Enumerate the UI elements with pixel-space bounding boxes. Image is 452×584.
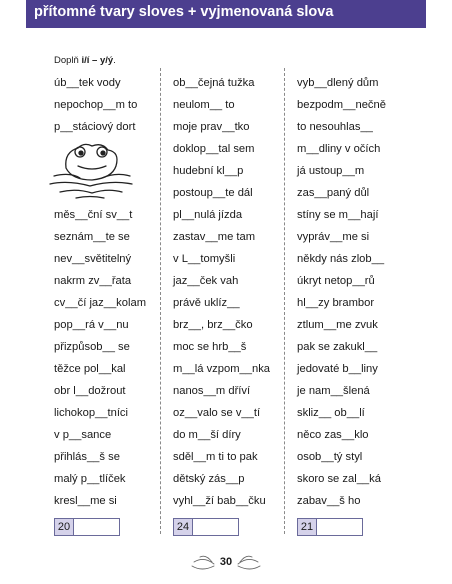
exercise-item[interactable]: pl__nulá jízda xyxy=(173,209,243,221)
exercise-item[interactable]: to nesouhlas__ xyxy=(297,121,373,133)
exercise-item[interactable]: je nam__šlená xyxy=(297,385,370,397)
exercise-item[interactable]: hudební kl__p xyxy=(173,165,244,177)
exercise-item[interactable]: neulom__ to xyxy=(173,99,235,111)
score-input[interactable] xyxy=(317,519,362,535)
score-box xyxy=(54,518,120,536)
exercise-item[interactable]: zas__paný důl xyxy=(297,187,370,199)
exercise-column-right xyxy=(297,72,386,512)
exercise-item[interactable]: dětský zás__p xyxy=(173,473,245,485)
exercise-item[interactable]: právě uklíz__ xyxy=(173,297,240,309)
exercise-item[interactable]: kresl__me si xyxy=(54,495,117,507)
instruction-options: i/í – y/ý xyxy=(81,55,114,66)
exercise-item[interactable]: zabav__š ho xyxy=(297,495,361,507)
exercise-item[interactable]: nev__světitelný xyxy=(54,253,132,265)
exercise-item[interactable]: pak se zakukl__ xyxy=(297,341,378,353)
score-box xyxy=(297,518,363,536)
instruction-prefix: Doplň xyxy=(54,55,82,66)
exercise-item[interactable]: něco zas__klo xyxy=(297,429,369,441)
exercise-item[interactable]: úkryt netop__rů xyxy=(297,275,375,287)
exercise-item[interactable]: lichokop__tníci xyxy=(54,407,129,419)
exercise-item[interactable]: hl__zy brambor xyxy=(297,297,375,309)
exercise-item[interactable]: měs__ční sv__t xyxy=(54,209,133,221)
column-divider xyxy=(284,68,285,534)
exercise-item[interactable]: seznám__te se xyxy=(54,231,130,243)
score-total: 24 xyxy=(174,519,193,535)
exercise-item[interactable]: zastav__me tam xyxy=(173,231,256,243)
exercise-item[interactable]: p__stáciový dort xyxy=(54,121,136,133)
exercise-item[interactable]: já ustoup__m xyxy=(297,165,365,177)
instruction xyxy=(54,55,116,66)
exercise-item[interactable]: nepochop__m to xyxy=(54,99,138,111)
exercise-item[interactable]: postoup__te dál xyxy=(173,187,253,199)
exercise-item[interactable]: skoro se zal__ká xyxy=(297,473,381,485)
exercise-item[interactable]: moc se hrb__š xyxy=(173,341,247,353)
title-bar xyxy=(26,0,426,28)
exercise-item[interactable]: obr l__dožrout xyxy=(54,385,126,397)
exercise-item[interactable]: ob__čejná tužka xyxy=(173,77,255,89)
score-box xyxy=(173,518,239,536)
exercise-item[interactable]: oz__valo se v__tí xyxy=(173,407,261,419)
exercise-item[interactable]: vypráv__me si xyxy=(297,231,370,243)
frog-illustration xyxy=(46,138,134,200)
page-number-ornament xyxy=(188,553,264,575)
exercise-item[interactable]: bezpodm__nečně xyxy=(297,99,386,111)
exercise-item[interactable]: m__lá vzpom__nka xyxy=(173,363,271,375)
exercise-item[interactable]: úb__tek vody xyxy=(54,77,121,89)
exercise-item[interactable]: stíny se m__hají xyxy=(297,209,379,221)
score-total: 21 xyxy=(298,519,317,535)
column-divider xyxy=(160,68,161,534)
exercise-item[interactable]: jedovaté b__liny xyxy=(297,363,378,375)
exercise-item[interactable]: moje prav__tko xyxy=(173,121,250,133)
exercise-item[interactable]: vyhl__ží bab__čku xyxy=(173,495,266,507)
page-title: přítomné tvary sloves + vyjmenovaná slova xyxy=(34,4,334,20)
exercise-item[interactable]: malý p__tlíček xyxy=(54,473,126,485)
exercise-item[interactable]: do m__ší díry xyxy=(173,429,241,441)
exercise-item[interactable]: osob__tý styl xyxy=(297,451,363,463)
exercise-item[interactable]: nanos__m dříví xyxy=(173,385,251,397)
exercise-item[interactable]: m__dliny v očích xyxy=(297,143,381,155)
exercise-item[interactable]: doklop__tal sem xyxy=(173,143,255,155)
exercise-item[interactable]: skliz__ ob__lí xyxy=(297,407,365,419)
score-input[interactable] xyxy=(74,519,119,535)
score-input[interactable] xyxy=(193,519,238,535)
score-total: 20 xyxy=(55,519,74,535)
exercise-column-middle xyxy=(173,72,270,512)
exercise-item[interactable]: přihlás__š se xyxy=(54,451,120,463)
page-number: 30 xyxy=(219,556,233,568)
exercise-item[interactable]: jaz__ček vah xyxy=(173,275,239,287)
exercise-item[interactable]: sděl__m ti to pak xyxy=(173,451,258,463)
instruction-suffix: . xyxy=(113,55,116,66)
exercise-item[interactable]: těžce pol__kal xyxy=(54,363,126,375)
exercise-item[interactable]: v L__tomyšli xyxy=(173,253,236,265)
exercise-item[interactable]: vyb__dlený dům xyxy=(297,77,379,89)
exercise-item[interactable]: v p__sance xyxy=(54,429,112,441)
exercise-item[interactable]: cv__čí jaz__kolam xyxy=(54,297,147,309)
exercise-item[interactable]: přizpůsob__ se xyxy=(54,341,130,353)
exercise-item[interactable]: ztlum__me zvuk xyxy=(297,319,378,331)
exercise-item[interactable]: někdy nás zlob__ xyxy=(297,253,385,265)
exercise-item[interactable]: nakrm zv__řata xyxy=(54,275,132,287)
exercise-item[interactable]: pop__rá v__nu xyxy=(54,319,129,331)
exercise-item[interactable]: brz__, brz__čko xyxy=(173,319,253,331)
